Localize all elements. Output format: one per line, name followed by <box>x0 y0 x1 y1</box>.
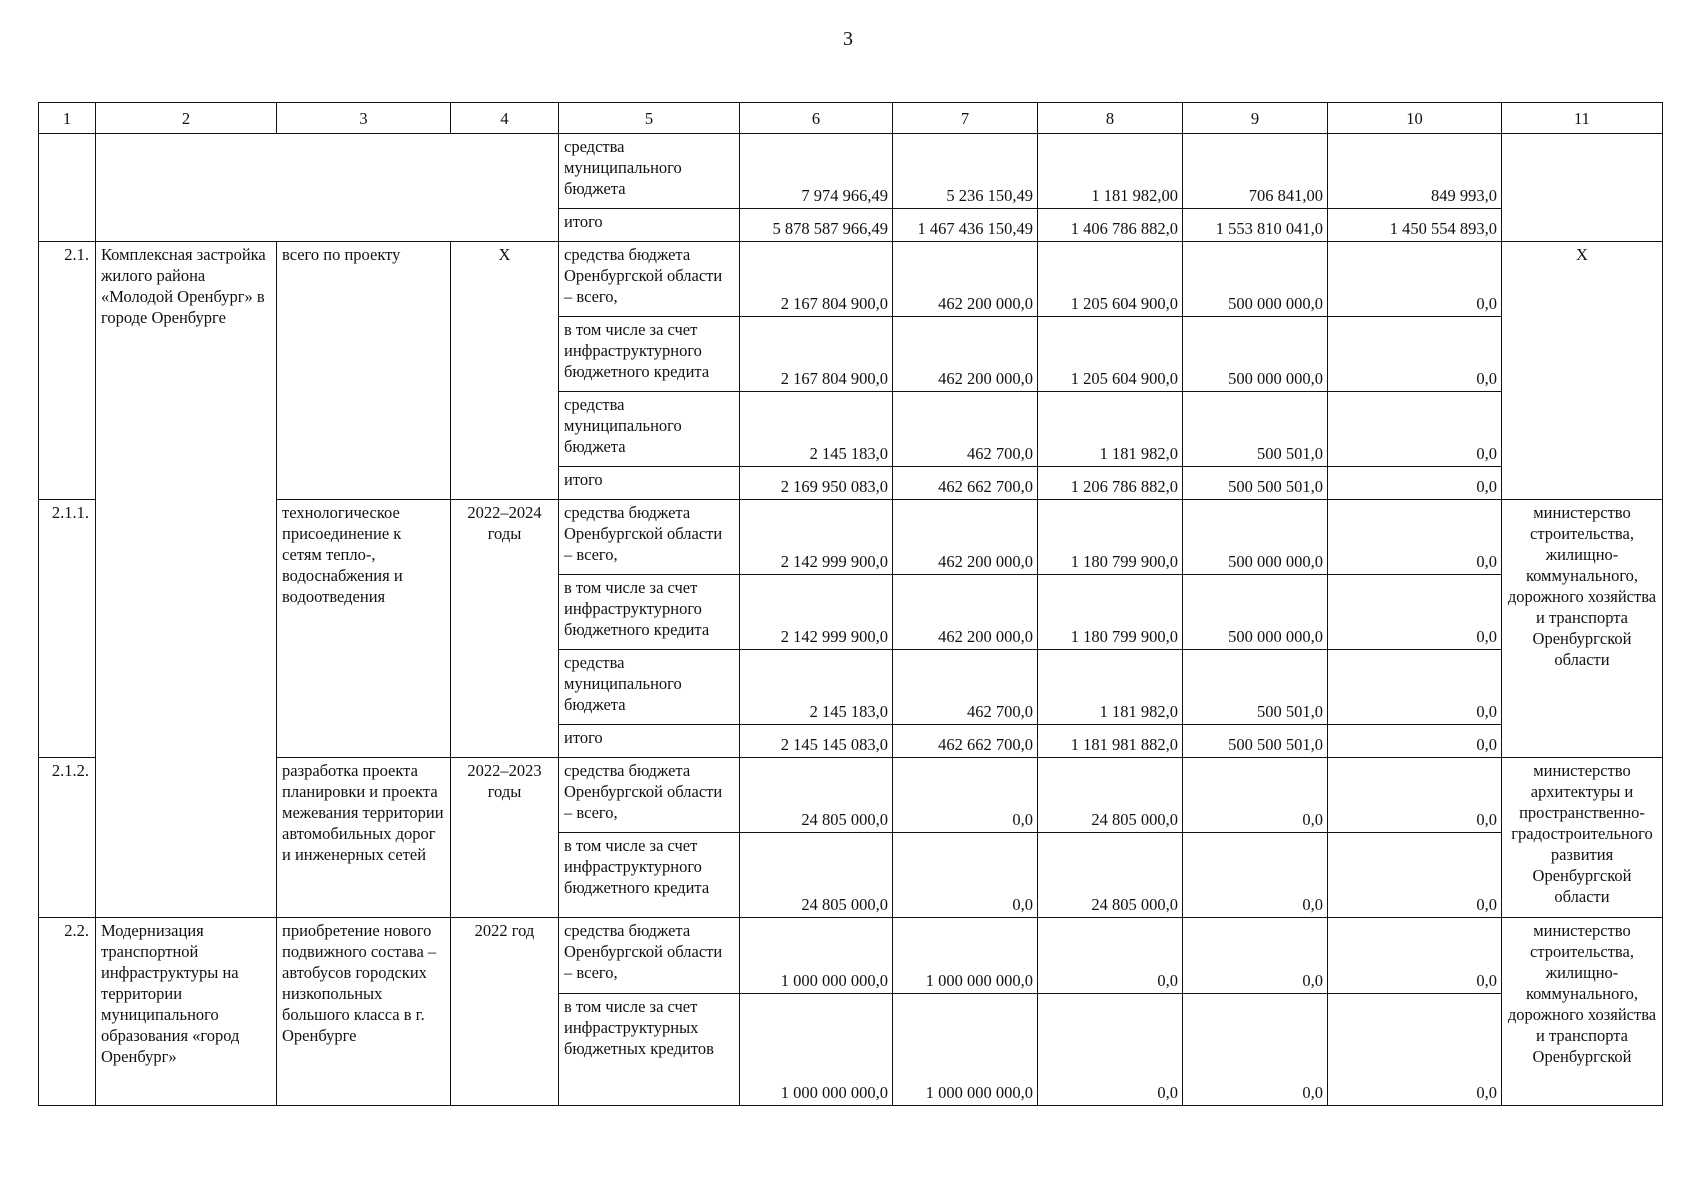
funding-source: средства бюджета Оренбургской области – всего, <box>559 500 740 575</box>
value-cell: 2 167 804 900,0 <box>740 242 893 317</box>
value-cell: 1 000 000 000,0 <box>893 918 1038 994</box>
item-number: 2.1. <box>39 242 96 500</box>
value-cell: 500 000 000,0 <box>1183 317 1328 392</box>
value-cell: 706 841,00 <box>1183 134 1328 209</box>
value-cell: 0,0 <box>1038 994 1183 1106</box>
value-cell: 1 205 604 900,0 <box>1038 317 1183 392</box>
item-period: Х <box>451 242 559 500</box>
funding-source: в том числе за счет инфраструктурного бюджетного кредита <box>559 833 740 918</box>
value-cell: 1 205 604 900,0 <box>1038 242 1183 317</box>
value-cell: 2 145 183,0 <box>740 392 893 467</box>
value-cell: 1 181 982,0 <box>1038 650 1183 725</box>
value-cell: 2 145 183,0 <box>740 650 893 725</box>
header-cell: 7 <box>893 103 1038 134</box>
value-cell: 0,0 <box>1328 575 1502 650</box>
value-cell: 1 406 786 882,0 <box>1038 209 1183 242</box>
value-cell: 1 467 436 150,49 <box>893 209 1038 242</box>
funding-source: итого <box>559 209 740 242</box>
value-cell: 462 662 700,0 <box>893 467 1038 500</box>
value-cell: 0,0 <box>1328 392 1502 467</box>
value-cell: 24 805 000,0 <box>1038 758 1183 833</box>
funding-source: средства бюджета Оренбургской области – всего, <box>559 758 740 833</box>
value-cell: 1 180 799 900,0 <box>1038 575 1183 650</box>
empty-cell <box>96 134 559 242</box>
value-cell: 2 169 950 083,0 <box>740 467 893 500</box>
item-period: 2022 год <box>451 918 559 1106</box>
value-cell: 0,0 <box>1328 758 1502 833</box>
funding-source: средства муниципального бюджета <box>559 134 740 209</box>
value-cell: 462 200 000,0 <box>893 242 1038 317</box>
item-number: 2.1.1. <box>39 500 96 758</box>
value-cell: 1 553 810 041,0 <box>1183 209 1328 242</box>
value-cell: 500 501,0 <box>1183 650 1328 725</box>
value-cell: 0,0 <box>1038 918 1183 994</box>
value-cell: 0,0 <box>1328 918 1502 994</box>
value-cell: 0,0 <box>1328 500 1502 575</box>
value-cell: 0,0 <box>1328 725 1502 758</box>
value-cell: 2 145 145 083,0 <box>740 725 893 758</box>
item-responsible: министерство строительства, жилищно-коммунального, дорожного хозяйства и транспорта Оренбургской области <box>1502 500 1663 758</box>
value-cell: 462 662 700,0 <box>893 725 1038 758</box>
value-cell: 7 974 966,49 <box>740 134 893 209</box>
header-row <box>39 103 1663 134</box>
page-number: 3 <box>843 28 853 50</box>
header-cell: 3 <box>277 103 451 134</box>
item-scope: технологическое присоединение к сетям тепло-, водоснабжения и водоотведения <box>277 500 451 758</box>
header-cell: 2 <box>96 103 277 134</box>
header-cell: 1 <box>39 103 96 134</box>
header-cell: 5 <box>559 103 740 134</box>
value-cell: 0,0 <box>1328 994 1502 1106</box>
value-cell: 462 200 000,0 <box>893 575 1038 650</box>
value-cell: 0,0 <box>1183 758 1328 833</box>
item-responsible: министерство архитектуры и пространственно-градостроительного развития Оренбургской области <box>1502 758 1663 918</box>
funding-source: в том числе за счет инфраструктурного бюджетного кредита <box>559 575 740 650</box>
item-name: Модернизация транспортной инфраструктуры на территории муниципального образования «город Оренбург» <box>96 918 277 1106</box>
value-cell: 500 000 000,0 <box>1183 575 1328 650</box>
item-responsible: министерство строительства, жилищно-коммунального, дорожного хозяйства и транспорта Оренбургской <box>1502 918 1663 1106</box>
table-row <box>39 918 1663 994</box>
value-cell: 0,0 <box>1328 650 1502 725</box>
header-cell: 6 <box>740 103 893 134</box>
table-row <box>39 134 1663 209</box>
table-row <box>39 758 1663 833</box>
item-responsible: Х <box>1502 242 1663 500</box>
value-cell: 2 142 999 900,0 <box>740 500 893 575</box>
item-scope: всего по проекту <box>277 242 451 500</box>
empty-cell <box>1502 134 1663 242</box>
value-cell: 1 000 000 000,0 <box>893 994 1038 1106</box>
header-cell: 4 <box>451 103 559 134</box>
value-cell: 0,0 <box>1183 833 1328 918</box>
value-cell: 2 142 999 900,0 <box>740 575 893 650</box>
item-period: 2022–2023 годы <box>451 758 559 918</box>
header-cell: 9 <box>1183 103 1328 134</box>
value-cell: 500 501,0 <box>1183 392 1328 467</box>
item-number: 2.1.2. <box>39 758 96 918</box>
header-cell: 11 <box>1502 103 1663 134</box>
funding-source: итого <box>559 467 740 500</box>
value-cell: 0,0 <box>1328 833 1502 918</box>
financing-table <box>38 102 1663 1106</box>
value-cell: 500 000 000,0 <box>1183 500 1328 575</box>
header-cell: 10 <box>1328 103 1502 134</box>
value-cell: 24 805 000,0 <box>1038 833 1183 918</box>
funding-source: в том числе за счет инфраструктурного бюджетного кредита <box>559 317 740 392</box>
value-cell: 462 700,0 <box>893 392 1038 467</box>
value-cell: 1 180 799 900,0 <box>1038 500 1183 575</box>
funding-source: средства бюджета Оренбургской области – всего, <box>559 242 740 317</box>
value-cell: 1 181 982,0 <box>1038 392 1183 467</box>
value-cell: 0,0 <box>1328 467 1502 500</box>
value-cell: 24 805 000,0 <box>740 833 893 918</box>
item-name: Комплексная застройка жилого района «Молодой Оренбург» в городе Оренбурге <box>96 242 277 918</box>
value-cell: 1 206 786 882,0 <box>1038 467 1183 500</box>
item-scope: приобретение нового подвижного состава – автобусов городских низкопольных большого класса в г. Оренбурге <box>277 918 451 1106</box>
item-scope: разработка проекта планировки и проекта межевания территории автомобильных дорог и инженерных сетей <box>277 758 451 918</box>
value-cell: 1 000 000 000,0 <box>740 918 893 994</box>
value-cell: 500 500 501,0 <box>1183 725 1328 758</box>
value-cell: 24 805 000,0 <box>740 758 893 833</box>
value-cell: 1 450 554 893,0 <box>1328 209 1502 242</box>
value-cell: 2 167 804 900,0 <box>740 317 893 392</box>
value-cell: 5 236 150,49 <box>893 134 1038 209</box>
funding-source: в том числе за счет инфраструктурных бюджетных кредитов <box>559 994 740 1106</box>
funding-source: средства муниципального бюджета <box>559 392 740 467</box>
value-cell: 0,0 <box>1328 242 1502 317</box>
value-cell: 5 878 587 966,49 <box>740 209 893 242</box>
value-cell: 0,0 <box>893 833 1038 918</box>
value-cell: 462 200 000,0 <box>893 317 1038 392</box>
value-cell: 462 200 000,0 <box>893 500 1038 575</box>
item-period: 2022–2024 годы <box>451 500 559 758</box>
empty-cell <box>39 134 96 242</box>
funding-source: средства бюджета Оренбургской области – всего, <box>559 918 740 994</box>
value-cell: 0,0 <box>1183 918 1328 994</box>
value-cell: 1 181 982,00 <box>1038 134 1183 209</box>
value-cell: 1 000 000 000,0 <box>740 994 893 1106</box>
value-cell: 0,0 <box>893 758 1038 833</box>
value-cell: 0,0 <box>1183 994 1328 1106</box>
table-row <box>39 500 1663 575</box>
value-cell: 462 700,0 <box>893 650 1038 725</box>
value-cell: 0,0 <box>1328 317 1502 392</box>
value-cell: 500 500 501,0 <box>1183 467 1328 500</box>
table-row <box>39 242 1663 317</box>
value-cell: 1 181 981 882,0 <box>1038 725 1183 758</box>
funding-source: средства муниципального бюджета <box>559 650 740 725</box>
header-cell: 8 <box>1038 103 1183 134</box>
item-number: 2.2. <box>39 918 96 1106</box>
value-cell: 849 993,0 <box>1328 134 1502 209</box>
funding-source: итого <box>559 725 740 758</box>
value-cell: 500 000 000,0 <box>1183 242 1328 317</box>
